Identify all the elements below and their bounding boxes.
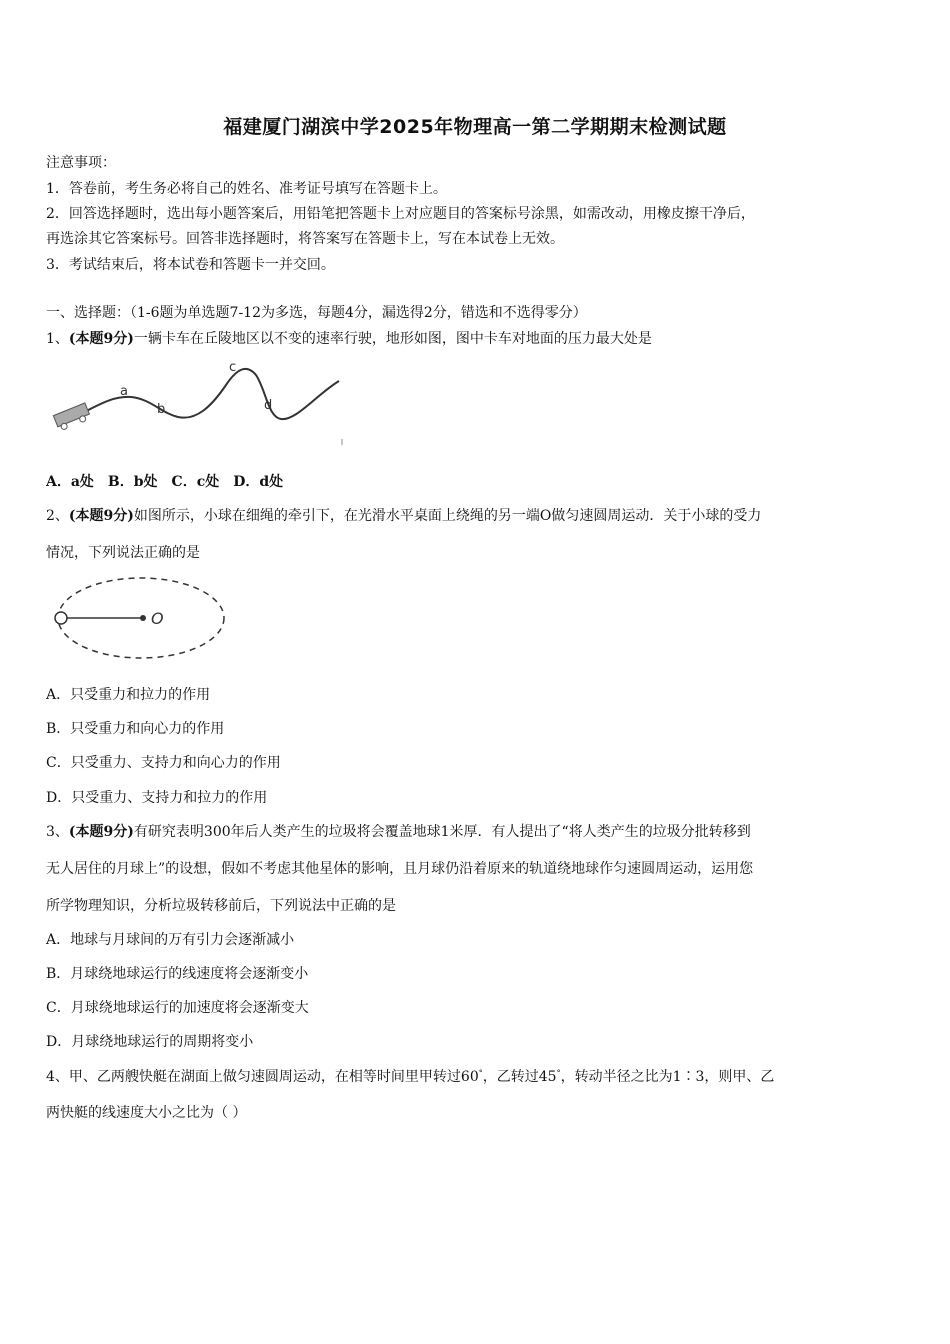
question-text: 有研究表明300年后人类产生的垃圾将会覆盖地球1米厚．有人提出了“将人类产生的垃圾分批转移到: [133, 824, 751, 840]
question-number: 2、: [46, 508, 69, 524]
question-score: (本题9分): [68, 508, 134, 524]
option: B．只受重力和向心力的作用: [46, 721, 225, 737]
notice-item: 3．考试结束后，将本试卷和答题卡一并交回。: [46, 257, 335, 273]
question-1: [46, 328, 652, 348]
option: D．月球绕地球运行的周期将变小: [46, 1034, 254, 1050]
label-a: a: [120, 384, 128, 399]
question-number: 3、: [46, 824, 69, 840]
question-4: [46, 1066, 774, 1086]
section-heading: 一、选择题：（1-6题为单选题7-12为多选，每题4分，漏选得2分，错选和不选得零分）: [46, 305, 587, 321]
option: B．月球绕地球运行的线速度将会逐渐变小: [46, 966, 309, 982]
question-text: ，转动半径之比为1∶3，则甲、乙: [560, 1069, 775, 1085]
option: D．只受重力、支持力和拉力的作用: [46, 790, 268, 806]
question-1-options: A．a处 B．b处 C．c处 D．d处: [46, 474, 284, 490]
terrain-curve: [58, 369, 339, 423]
question-score: (本题9分): [68, 824, 134, 840]
ball: [55, 612, 67, 624]
option: C．月球绕地球运行的加速度将会逐渐变大: [46, 1000, 309, 1016]
question-text: 所学物理知识，分析垃圾转移前后，下列说法中正确的是: [46, 898, 396, 914]
question-text: 一辆卡车在丘陵地区以不变的速率行驶，地形如图，图中卡车对地面的压力最大处是: [133, 331, 652, 347]
label-o: O: [151, 609, 164, 628]
notice-item: 1．答卷前，考生务必将自己的姓名、准考证号填写在答题卡上。: [46, 181, 447, 197]
truck-icon: [53, 403, 91, 431]
circle-motion-figure: [46, 576, 236, 666]
question-text: 甲、乙两艘快艇在湖面上做匀速圆周运动，在相等时间里甲转过60: [68, 1069, 479, 1085]
page-title: 福建厦门湖滨中学2025年物理高一第二学期期末检测试题: [223, 116, 727, 138]
label-b: b: [157, 402, 166, 417]
label-d: d: [264, 398, 273, 413]
option: A．地球与月球间的万有引力会逐渐减小: [46, 932, 295, 948]
notice-item: 再选涂其它答案标号。回答非选择题时，将答案写在答题卡上，写在本试卷上无效。: [46, 231, 564, 247]
option: A．只受重力和拉力的作用: [46, 687, 211, 703]
question-text: 如图所示，小球在细绳的牵引下，在光滑水平桌面上绕绳的另一端O做匀速圆周运动．关于小球的受力: [133, 508, 762, 524]
terrain-figure: [46, 355, 356, 450]
center-point: [140, 615, 146, 621]
question-2: [46, 505, 761, 525]
degree-symbol: °: [478, 1068, 483, 1078]
option: C．只受重力、支持力和向心力的作用: [46, 755, 281, 771]
notice-heading: 注意事项：: [46, 155, 116, 171]
question-text: 无人居住的月球上”的设想，假如不考虑其他星体的影响，且月球仍沿着原来的轨道绕地球作匀速圆周运动，运用您: [46, 861, 754, 877]
question-text: 两快艇的线速度大小之比为（ ）: [46, 1105, 247, 1121]
question-number: 4、: [46, 1069, 69, 1085]
question-text: 情况，下列说法正确的是: [46, 545, 200, 561]
degree-symbol: °: [556, 1068, 561, 1078]
question-number: 1、: [46, 331, 69, 347]
notice-item: 2．回答选择题时，选出每小题答案后，用铅笔把答题卡上对应题目的答案标号涂黑，如需改动，用橡皮擦干净后，: [46, 206, 755, 222]
question-score: (本题9分): [68, 331, 134, 347]
question-3: [46, 821, 751, 841]
label-c: c: [229, 360, 237, 375]
question-text: ，乙转过45: [482, 1069, 557, 1085]
